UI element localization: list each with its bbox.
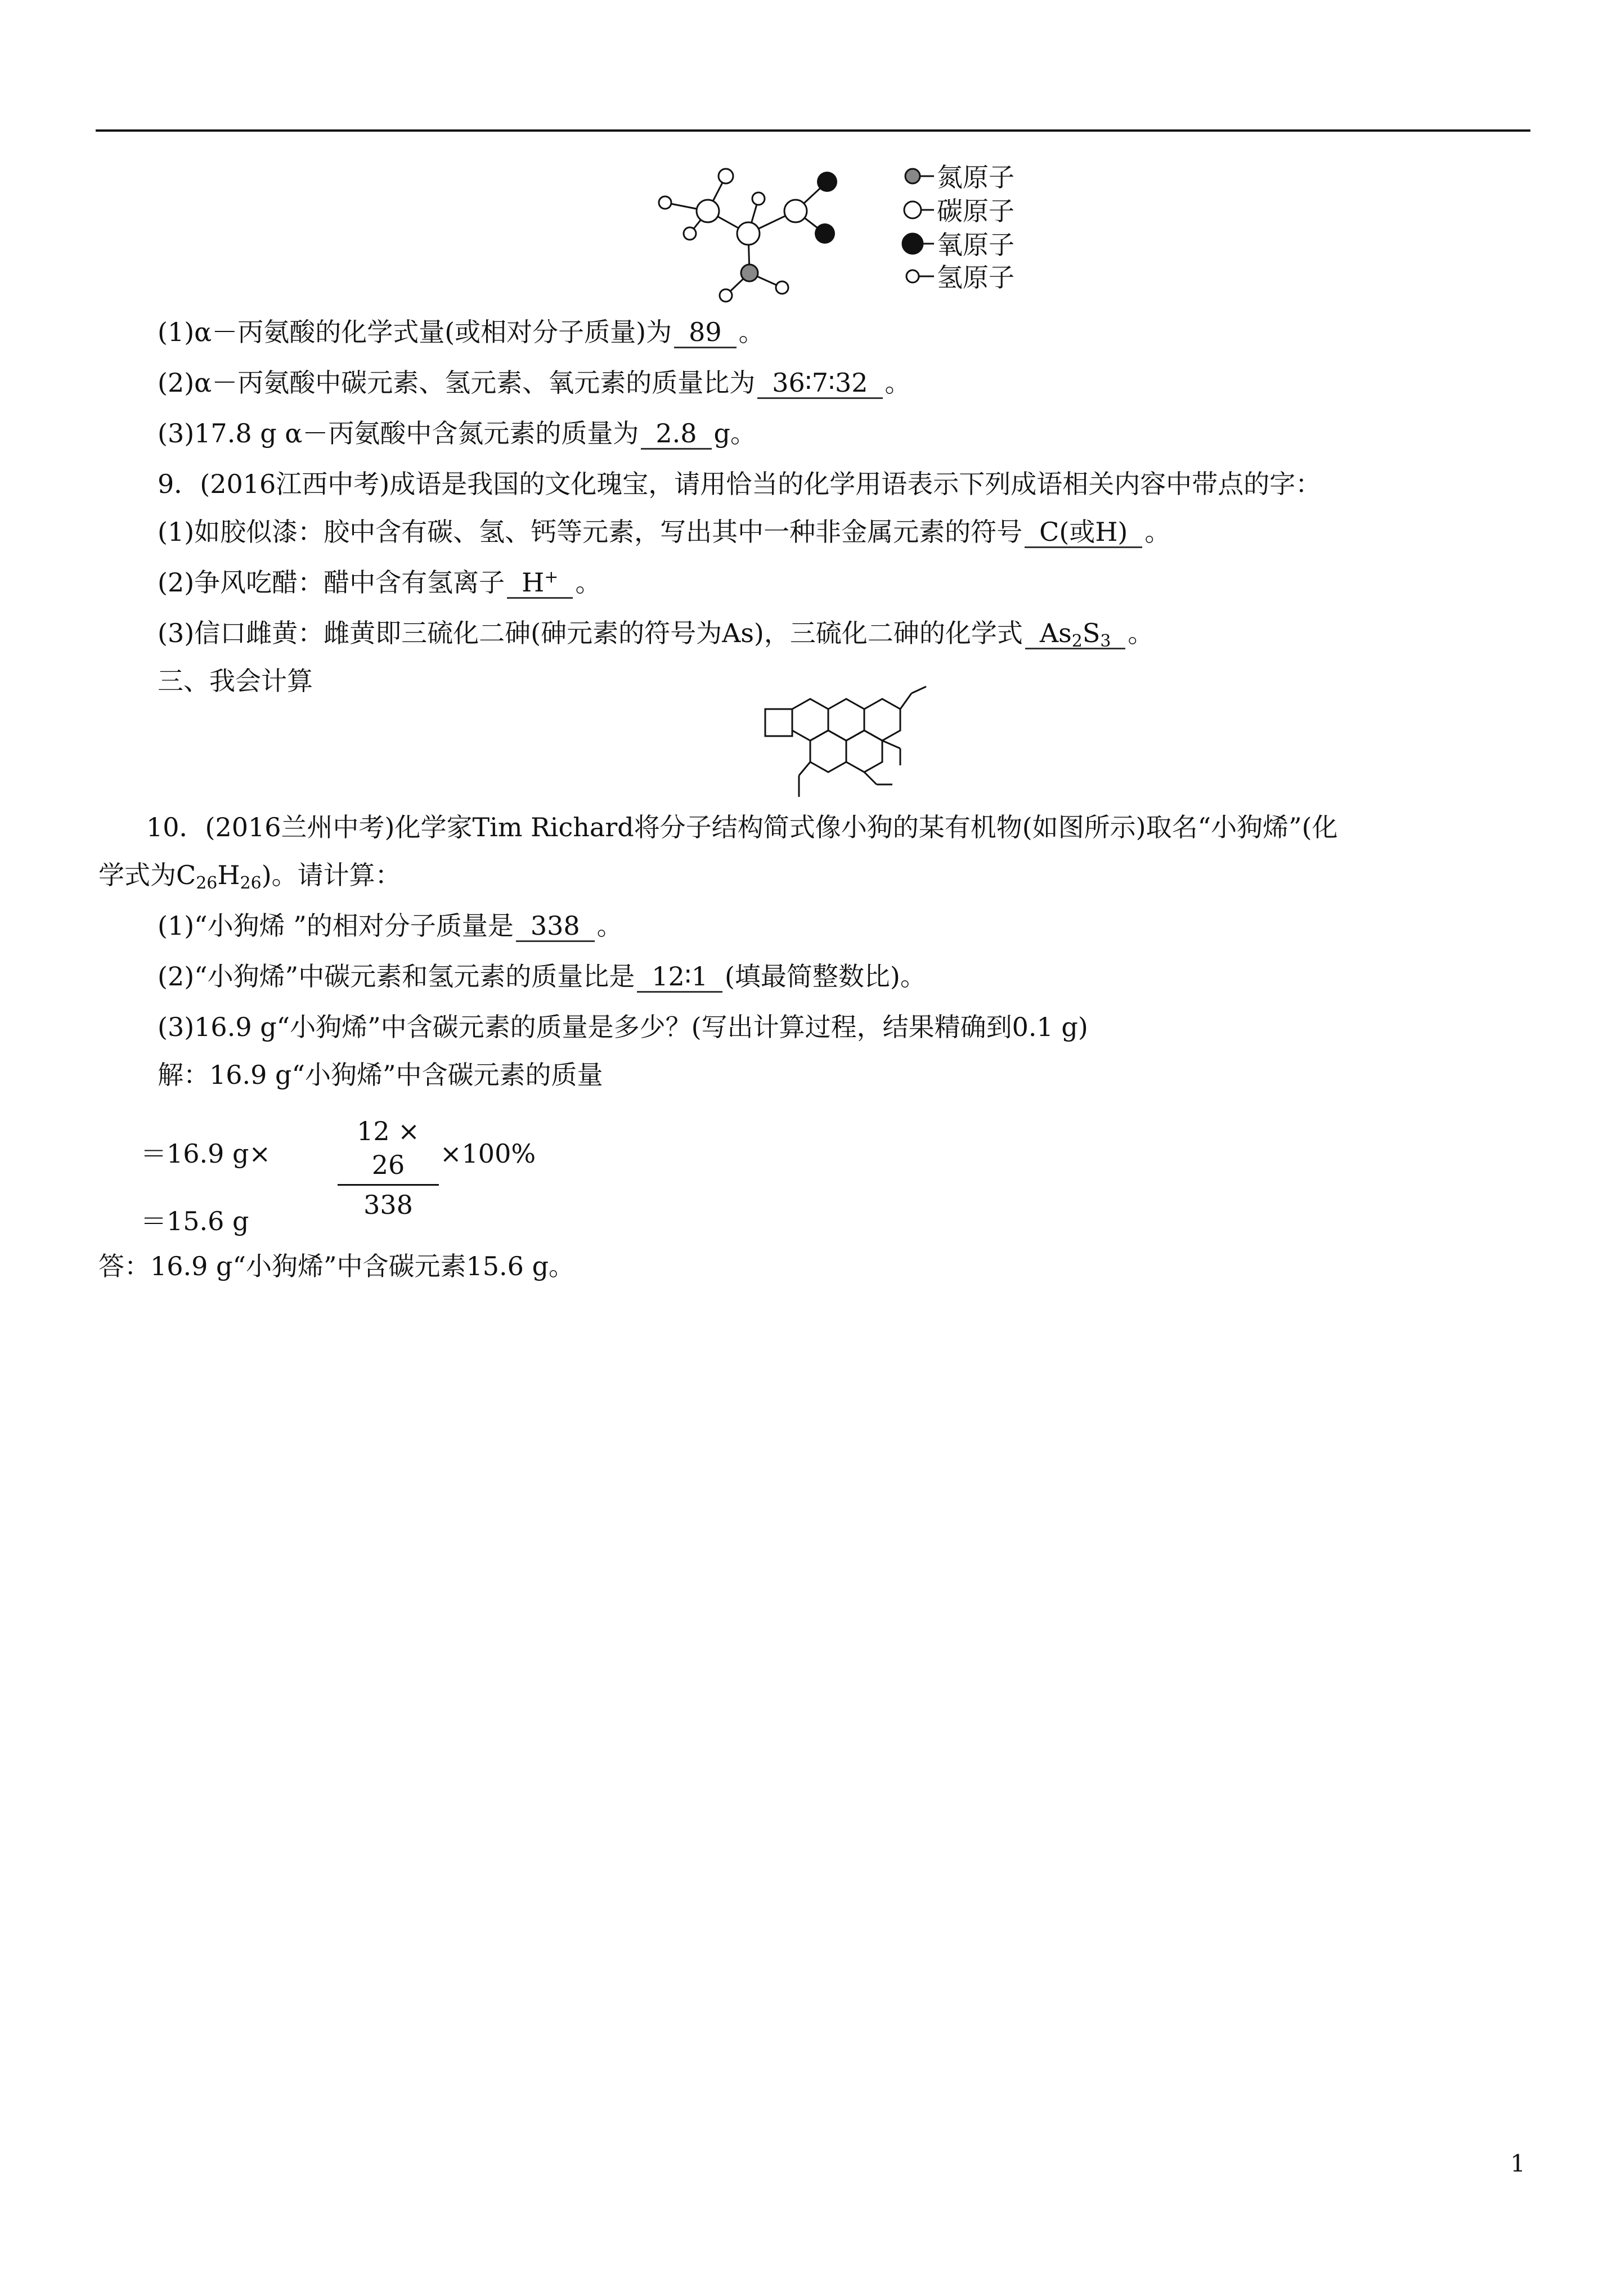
q9-p2-text: (2)争风吃醋：醋中含有氢离子 [158, 567, 505, 598]
q8-p3-end: g。 [713, 418, 756, 449]
q10-stem-end: )。请计算： [261, 860, 401, 890]
carbon-atoms [697, 200, 807, 245]
q10-part1 [158, 909, 623, 943]
q9-p2-answer [507, 568, 573, 599]
q8-p1-end: 。 [738, 317, 765, 347]
q10-p2-answer: 12∶1 [637, 962, 722, 993]
q9-stem: 9．(2016江西中考)成语是我国的文化瑰宝，请用恰当的化学用语表示下列成语相关内容中带点的字： [158, 469, 1322, 499]
legend-hydrogen: 氢原子 [937, 262, 1014, 293]
page-number: 1 [1510, 2150, 1525, 2177]
q10-p2-end: (填最简整数比)。 [724, 961, 926, 992]
q8-part1 [158, 315, 765, 349]
header-rule [96, 129, 1530, 132]
q10-formula-c: 学式为C [98, 860, 196, 890]
q10-p1-end: 。 [596, 911, 623, 941]
q8-p2-answer: 36∶7∶32 [757, 368, 882, 399]
q9-p3-answer-s-sub: 3 [1100, 631, 1111, 651]
solution-line2-prefix: ＝16.9 g× [141, 1138, 271, 1169]
q9-part2 [158, 566, 601, 599]
q8-p3-answer: 2.8 [641, 419, 711, 450]
q8-p3-text: (3)17.8 g α－丙氨酸中含氮元素的质量为 [158, 418, 639, 449]
nitrogen-atom [741, 264, 758, 281]
q9-p3-answer [1025, 618, 1126, 649]
q9-part3 [158, 616, 1153, 650]
solution-line3: ＝15.6 g [141, 1206, 249, 1236]
q9-p3-text: (3)信口雌黄：雌黄即三硫化二砷(砷元素的符号为As)，三硫化二砷的化学式 [158, 618, 1023, 648]
q8-p1-text: (1)α－丙氨酸的化学式量(或相对分子质量)为 [158, 317, 672, 347]
section-heading: 三、我会计算 [158, 666, 313, 696]
final-answer: 答：16.9 g“小狗烯”中含碳元素15.6 g。 [98, 1251, 575, 1281]
legend-nitrogen: 氮原子 [937, 162, 1014, 192]
q8-p1-answer: 89 [674, 317, 737, 348]
q10-formula-c-sub: 26 [196, 873, 218, 893]
legend-oxygen: 氧原子 [937, 230, 1014, 260]
atom-legend [902, 169, 934, 282]
q10-formula-h: H [217, 860, 240, 890]
q10-stem-line2 [98, 858, 401, 892]
olympicene-puppy-structure [754, 664, 940, 805]
fraction-numerator: 12 × 26 [357, 1116, 420, 1180]
fraction-bar [338, 1184, 439, 1186]
q9-p2-answer-charge: + [544, 567, 559, 587]
solution-fraction [338, 1114, 439, 1222]
q9-p3-end: 。 [1128, 618, 1154, 648]
q9-p3-answer-as-sub: 2 [1071, 631, 1083, 651]
solution-line1: 解：16.9 g“小狗烯”中含碳元素的质量 [158, 1060, 603, 1090]
fraction-denominator: 338 [363, 1190, 413, 1220]
q10-p1-text: (1)“小狗烯 ”的相对分子质量是 [158, 911, 514, 941]
q8-part2 [158, 366, 911, 400]
q10-part3: (3)16.9 g“小狗烯”中含碳元素的质量是多少？(写出计算过程，结果精确到0.1 g) [158, 1012, 1088, 1042]
q10-stem-line1: 10．(2016兰州中考)化学家Tim Richard将分子结构简式像小狗的某有机物(如图所示)取名“小狗烯”(化 [146, 812, 1338, 842]
q8-p2-end: 。 [884, 367, 911, 398]
q10-p1-answer: 338 [516, 911, 595, 942]
q9-part1 [158, 515, 1170, 549]
q9-p2-end: 。 [575, 567, 601, 598]
q9-p1-answer: C(或H) [1025, 517, 1142, 548]
legend-carbon: 碳原子 [937, 196, 1014, 226]
oxygen-atoms [815, 172, 837, 244]
q8-part3 [158, 416, 756, 450]
q10-part2 [158, 959, 926, 993]
q10-formula-h-sub: 26 [240, 873, 262, 893]
q9-p1-end: 。 [1144, 517, 1171, 547]
q9-p2-answer-base: H [522, 567, 545, 598]
q10-p2-text: (2)“小狗烯”中碳元素和氢元素的质量比是 [158, 961, 635, 992]
q9-p1-text: (1)如胶似漆：胶中含有碳、氢、钙等元素，写出其中一种非金属元素的符号 [158, 517, 1023, 547]
q8-p2-text: (2)α－丙氨酸中碳元素、氢元素、氧元素的质量比为 [158, 367, 756, 398]
q9-p3-answer-s: S [1082, 618, 1101, 648]
q9-p3-answer-as: As [1039, 618, 1072, 648]
solution-line2-suffix: ×100% [440, 1138, 536, 1169]
